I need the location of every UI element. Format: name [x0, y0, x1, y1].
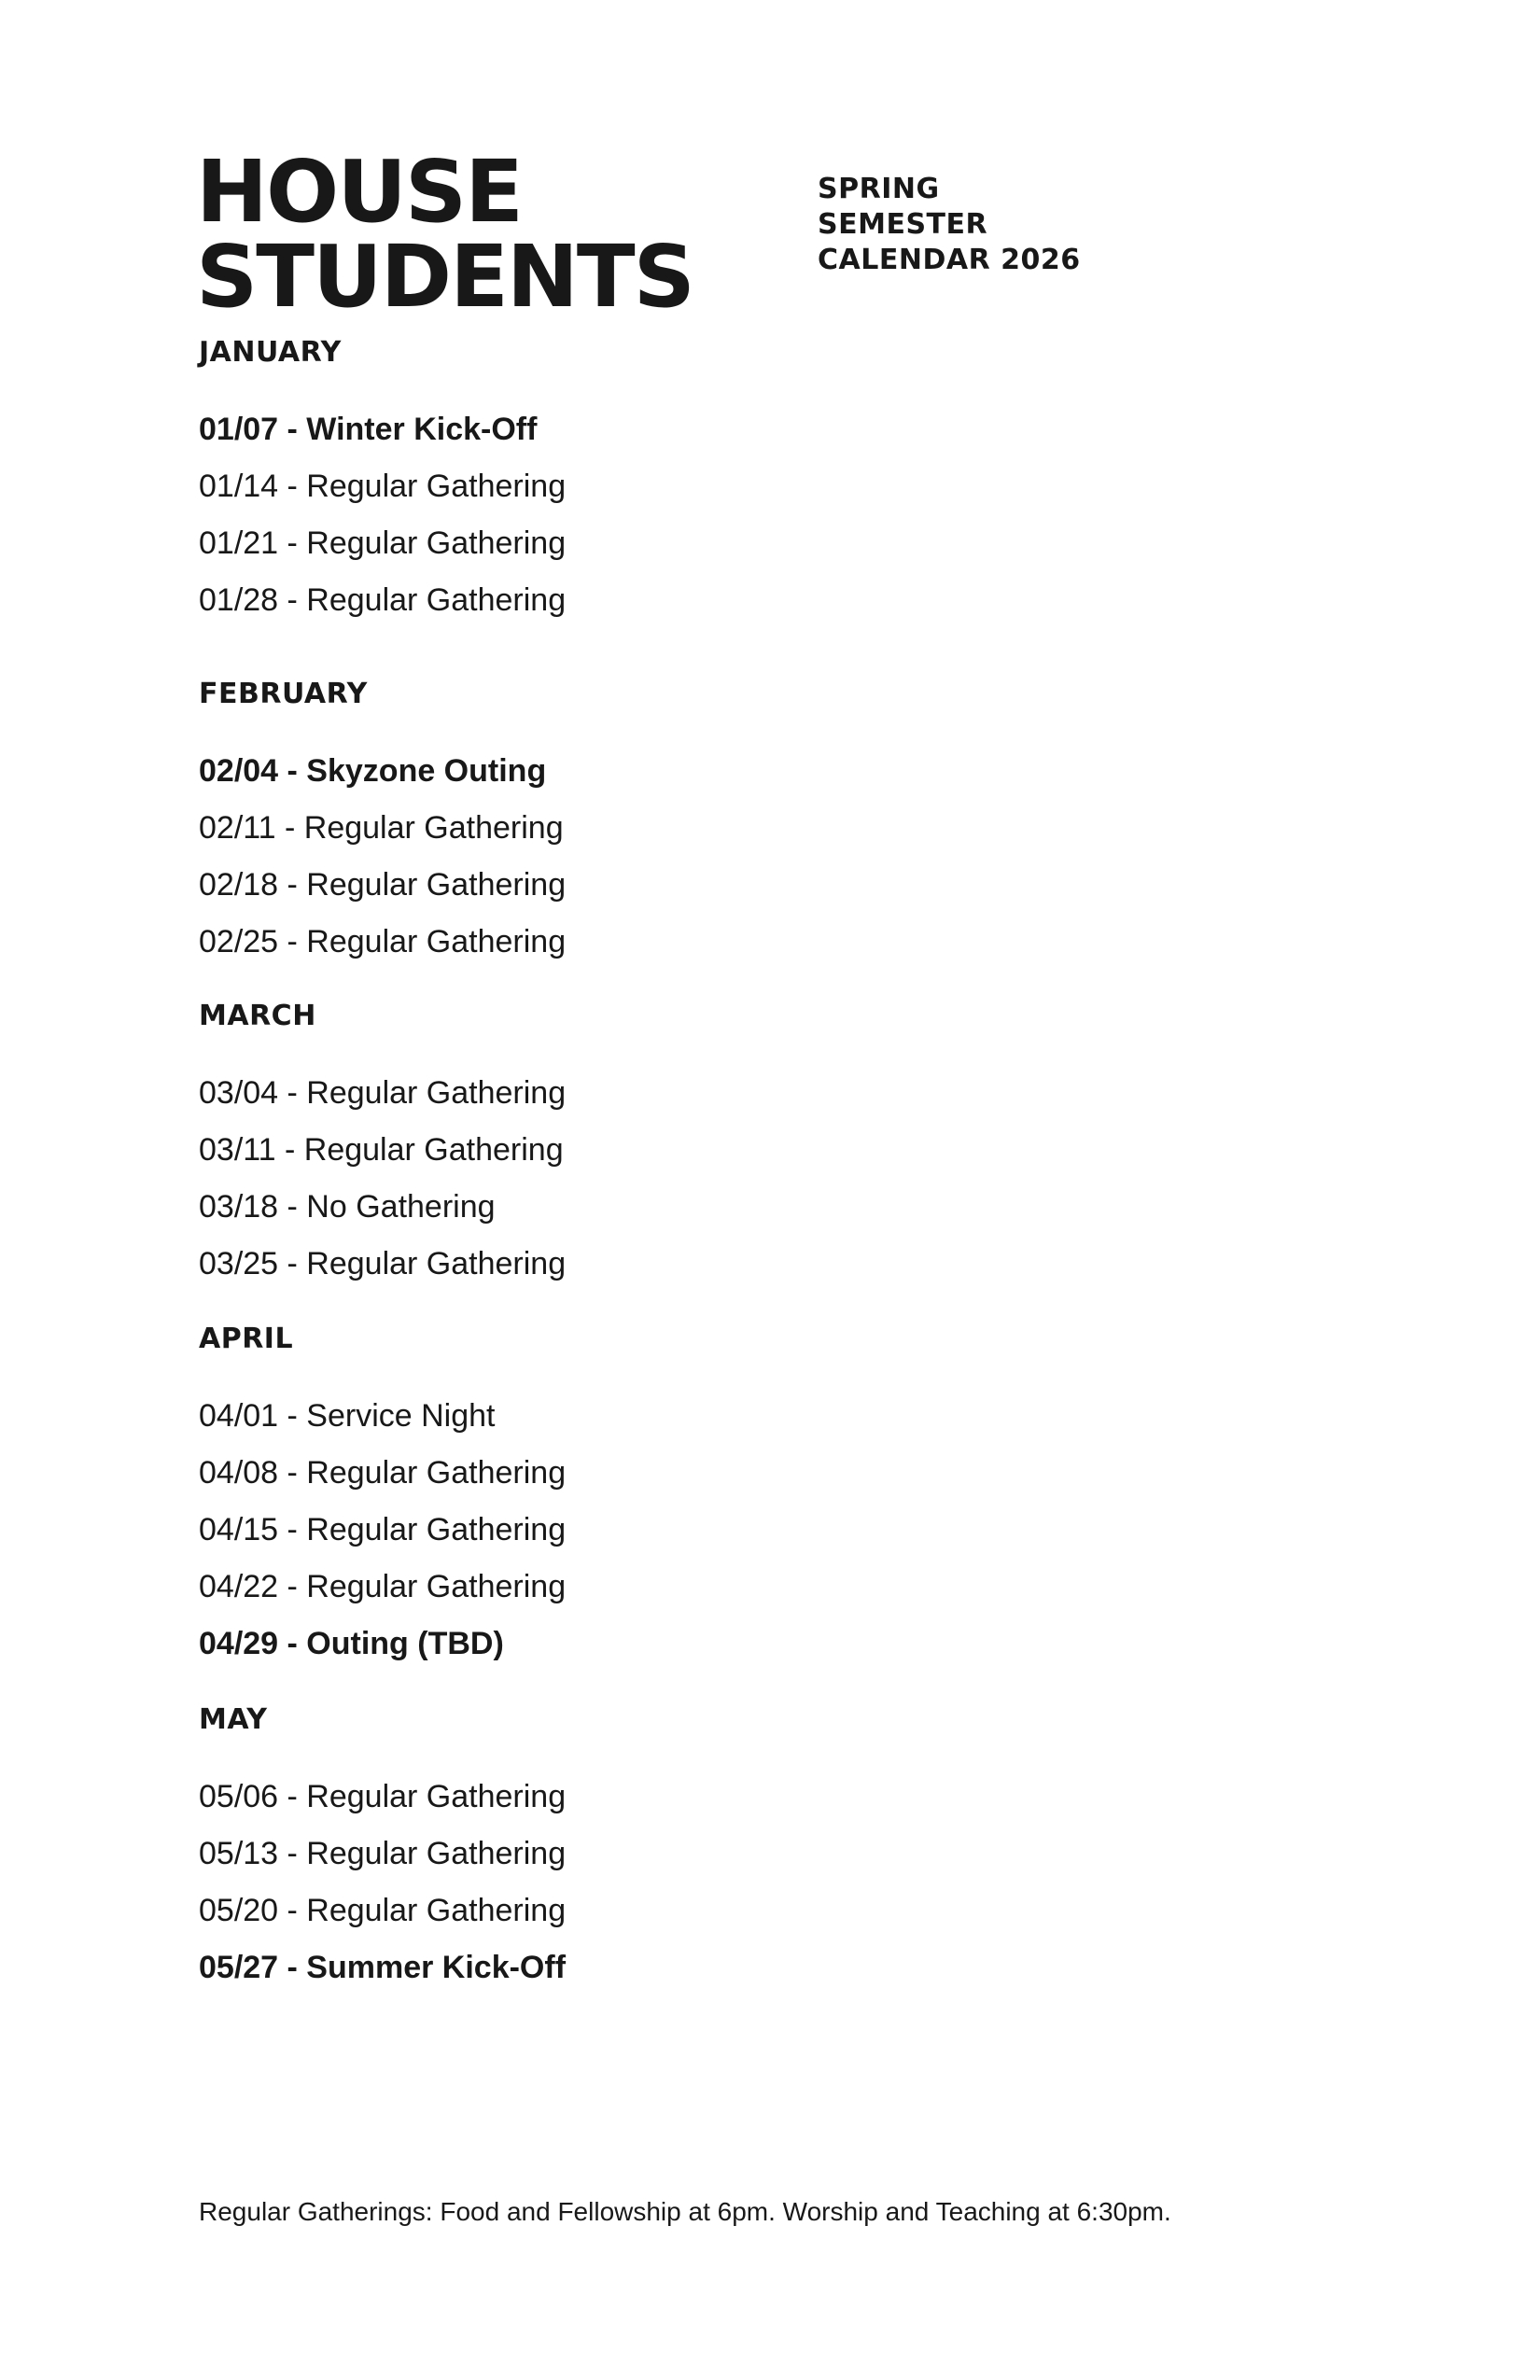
event-line: 05/20 - Regular Gathering	[199, 1893, 567, 1928]
month-heading: MAY	[199, 1703, 268, 1736]
event-line: 04/01 - Service Night	[199, 1398, 496, 1434]
event-line: 01/14 - Regular Gathering	[199, 469, 567, 504]
event-line: 02/25 - Regular Gathering	[199, 924, 567, 959]
event-line: 05/13 - Regular Gathering	[199, 1836, 567, 1871]
month-section	[199, 1000, 566, 1293]
event-line: 02/18 - Regular Gathering	[199, 867, 567, 903]
event-list	[199, 1388, 566, 1673]
event-line: 02/11 - Regular Gathering	[199, 810, 564, 846]
month-section	[199, 336, 566, 629]
event-line: 03/25 - Regular Gathering	[199, 1246, 567, 1281]
event-list	[199, 743, 566, 971]
month-heading: FEBRUARY	[199, 678, 368, 710]
month-section	[199, 678, 566, 971]
event-line: 03/11 - Regular Gathering	[199, 1132, 564, 1168]
event-line: 01/07 - Winter Kick-Off	[199, 412, 538, 447]
event-line: 04/29 - Outing (TBD)	[199, 1626, 504, 1661]
event-line: 01/21 - Regular Gathering	[199, 525, 567, 561]
event-line: 02/04 - Skyzone Outing	[199, 753, 547, 789]
month-heading: MARCH	[199, 1000, 316, 1032]
month-heading: APRIL	[199, 1323, 294, 1355]
footer-note: Regular Gatherings: Food and Fellowship at 6pm. Worship and Teaching at 6:30pm.	[199, 2197, 1171, 2226]
event-line: 05/27 - Summer Kick-Off	[199, 1950, 567, 1985]
subtitle-line2: SEMESTER	[818, 208, 988, 241]
subtitle-line3: CALENDAR 2026	[818, 244, 1081, 276]
page-subtitle	[818, 172, 1081, 278]
event-line: 05/06 - Regular Gathering	[199, 1779, 567, 1814]
event-line: 04/08 - Regular Gathering	[199, 1455, 567, 1491]
event-line: 04/15 - Regular Gathering	[199, 1512, 567, 1547]
month-heading: JANUARY	[199, 336, 342, 369]
event-list	[199, 1769, 566, 1996]
event-line: 04/22 - Regular Gathering	[199, 1569, 567, 1604]
event-line: 03/18 - No Gathering	[199, 1189, 496, 1225]
event-list	[199, 401, 566, 629]
subtitle-line1: SPRING	[818, 173, 940, 205]
month-section	[199, 1323, 566, 1673]
event-line: 01/28 - Regular Gathering	[199, 582, 567, 618]
page-title	[196, 142, 693, 327]
event-line: 03/04 - Regular Gathering	[199, 1075, 567, 1111]
page-title-line2: STUDENTS	[196, 226, 693, 327]
page-title-line1: HOUSE	[196, 142, 523, 243]
event-list	[199, 1065, 566, 1293]
month-section	[199, 1703, 566, 1996]
